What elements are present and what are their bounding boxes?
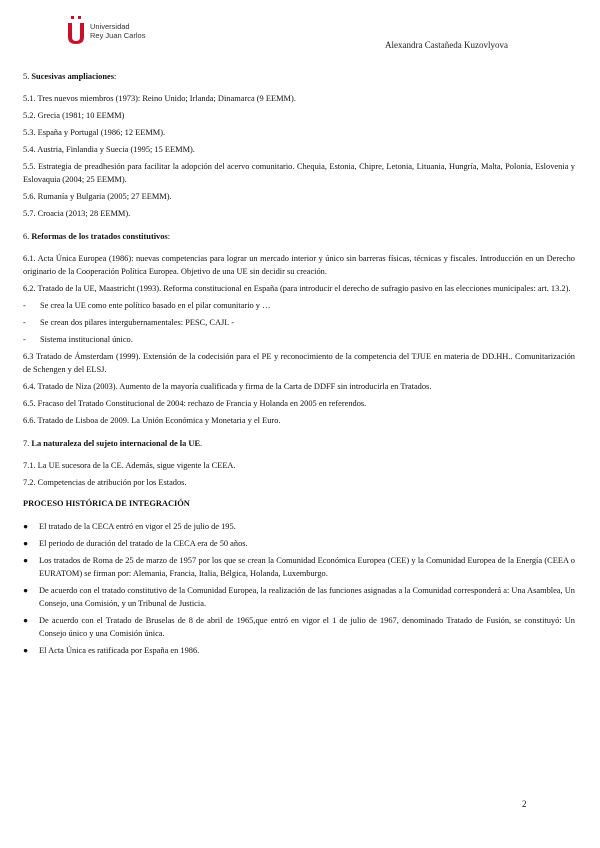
university-logo (66, 15, 186, 47)
section-punct: : (113, 72, 117, 81)
dash-marker: - (23, 301, 26, 310)
section-punct: . (200, 439, 203, 448)
list-item: 7.2. Competencias de atribución por los Estados. (23, 478, 187, 487)
section-number: 7. (23, 439, 32, 448)
dash-item (23, 316, 575, 329)
bullet-item (23, 614, 575, 640)
section-title: Sucesivas ampliaciones (31, 72, 114, 81)
section-title: La naturaleza del sujeto internacional de la UE (31, 439, 201, 448)
list-item: 6.3 Tratado de Ámsterdam (1999). Extensión de la codecisión para el PE y reconocimiento de la competencia del TJUE en materia de DD.HH.. Comunitarización de Schengen y del ELSJ. (23, 352, 575, 374)
list-item: 5.2. Grecia (1981; 10 EEMM) (23, 111, 125, 120)
bullet-icon: ● (23, 539, 29, 548)
dash-text: Sistema institucional único. (40, 335, 133, 344)
author-name: Alexandra Castañeda Kuzovlyova (385, 40, 508, 50)
list-item: 5.4. Austria, Finlandia y Suecia (1995; 15 EEMM). (23, 145, 195, 154)
bullet-icon: ● (23, 616, 29, 625)
bullet-text: De acuerdo con el tratado constitutivo de la Comunidad Europea, la realización de las funciones asignadas a la Comunidad corresponderá a: Una Asamblea, Un Consejo, una Comisión, y un Tribunal de Justicia. (39, 586, 575, 608)
section-5-heading (23, 70, 575, 83)
logo-line-2: Rey Juan Carlos (90, 31, 146, 40)
bullet-icon: ● (23, 646, 29, 655)
section-6-heading (23, 230, 575, 243)
bullet-item (23, 584, 575, 610)
bullet-text: El periodo de duración del tratado de la CECA era de 50 años. (39, 539, 248, 548)
list-item: 7.1. La UE sucesora de la CE. Además, sigue vigente la CEEA. (23, 461, 236, 470)
bullet-icon: ● (23, 556, 29, 565)
section-7-heading (23, 437, 575, 450)
list-item: 5.6. Rumanía y Bulgaria (2005; 27 EEMM). (23, 192, 172, 201)
bullet-text: El Acta Única es ratificada por España en 1986. (39, 646, 200, 655)
list-item: 6.2. Tratado de la UE, Maastricht (1993). Reforma constitucional en España (para introducir el derecho de sufragio pasivo en las elecciones municipales: art. 13.2). (23, 284, 571, 293)
bullet-icon: ● (23, 586, 29, 595)
dash-item (23, 299, 575, 312)
dash-marker: - (23, 335, 26, 344)
list-item: 5.3. España y Portugal (1986; 12 EEMM). (23, 128, 166, 137)
page-number: 2 (522, 799, 527, 809)
list-item: 5.7. Croacia (2013; 28 EEMM). (23, 209, 131, 218)
dash-text: Se crean dos pilares intergubernamentales: PESC, CAJI. - (40, 318, 235, 327)
list-item: 6.6. Tratado de Lisboa de 2009. La Unión Económica y Monetaria y el Euro. (23, 416, 281, 425)
section-title: Reformas de los tratados constitutivos (31, 232, 168, 241)
bullet-text: Los tratados de Roma de 25 de marzo de 1957 por los que se crean la Comunidad Económica Europea (CEE) y la Comunidad Europea de la Energía (CEEA o EURATOM) se firman por: Alemania, Francia, Italia, Bélgica, Holanda, Luxemburgo. (39, 556, 575, 578)
list-item: 6.1. Acta Única Europea (1986): nuevas competencias para lograr un mercado interior y único sin barreras físicas, técnicas y fiscales. Introducción en un Derecho originario de la Cooperación Política Europea. Objetivo de una UE sin decidir su creación. (23, 254, 575, 276)
list-item: 6.4. Tratado de Niza (2003). Aumento de la mayoría cualificada y firma de la Carta de DDFF sin introducirla en Tratados. (23, 382, 432, 391)
proceso-heading: PROCESO HISTÓRICA DE INTEGRACIÓN (23, 499, 190, 508)
bullet-text: El tratado de la CECA entró en vigor el 25 de julio de 195. (39, 522, 236, 531)
section-number: 6. (23, 232, 32, 241)
section-number: 5. (23, 72, 32, 81)
bullet-item (23, 520, 575, 533)
bullet-item (23, 537, 575, 550)
section-punct: : (167, 232, 171, 241)
logo-line-1: Universidad (90, 22, 130, 31)
list-item: 6.5. Fracaso del Tratado Constitucional de 2004: rechazo de Francia y Holanda en 2005 en referendos. (23, 399, 367, 408)
list-item: 5.1. Tres nuevos miembros (1973): Reino Unido; Irlanda; Dinamarca (9 EEMM). (23, 94, 296, 103)
bullet-item (23, 554, 575, 580)
dash-item (23, 333, 575, 346)
list-item: 5.5. Estrategia de preadhesión para facilitar la adopción del acervo comunitario. Chequia, Estonia, Chipre, Letonia, Lituania, Hungría, Malta, Polonia, Eslovenia y Eslovaquia (2004; 25 EEMM). (23, 162, 575, 184)
document-body (23, 70, 575, 661)
bullet-icon: ● (23, 522, 29, 531)
urjc-logo-icon (66, 16, 86, 46)
bullet-text: De acuerdo con el Tratado de Bruselas de 8 de abril de 1965,que entró en vigor el 1 de julio de 1967, denominado Tratado de Fusión, se constituyó: Un Consejo único y una Comisión única. (39, 616, 575, 638)
bullet-item (23, 644, 575, 657)
dash-text: Se crea la UE como ente político basado en el pilar comunitario y … (40, 301, 271, 310)
dash-marker: - (23, 318, 26, 327)
